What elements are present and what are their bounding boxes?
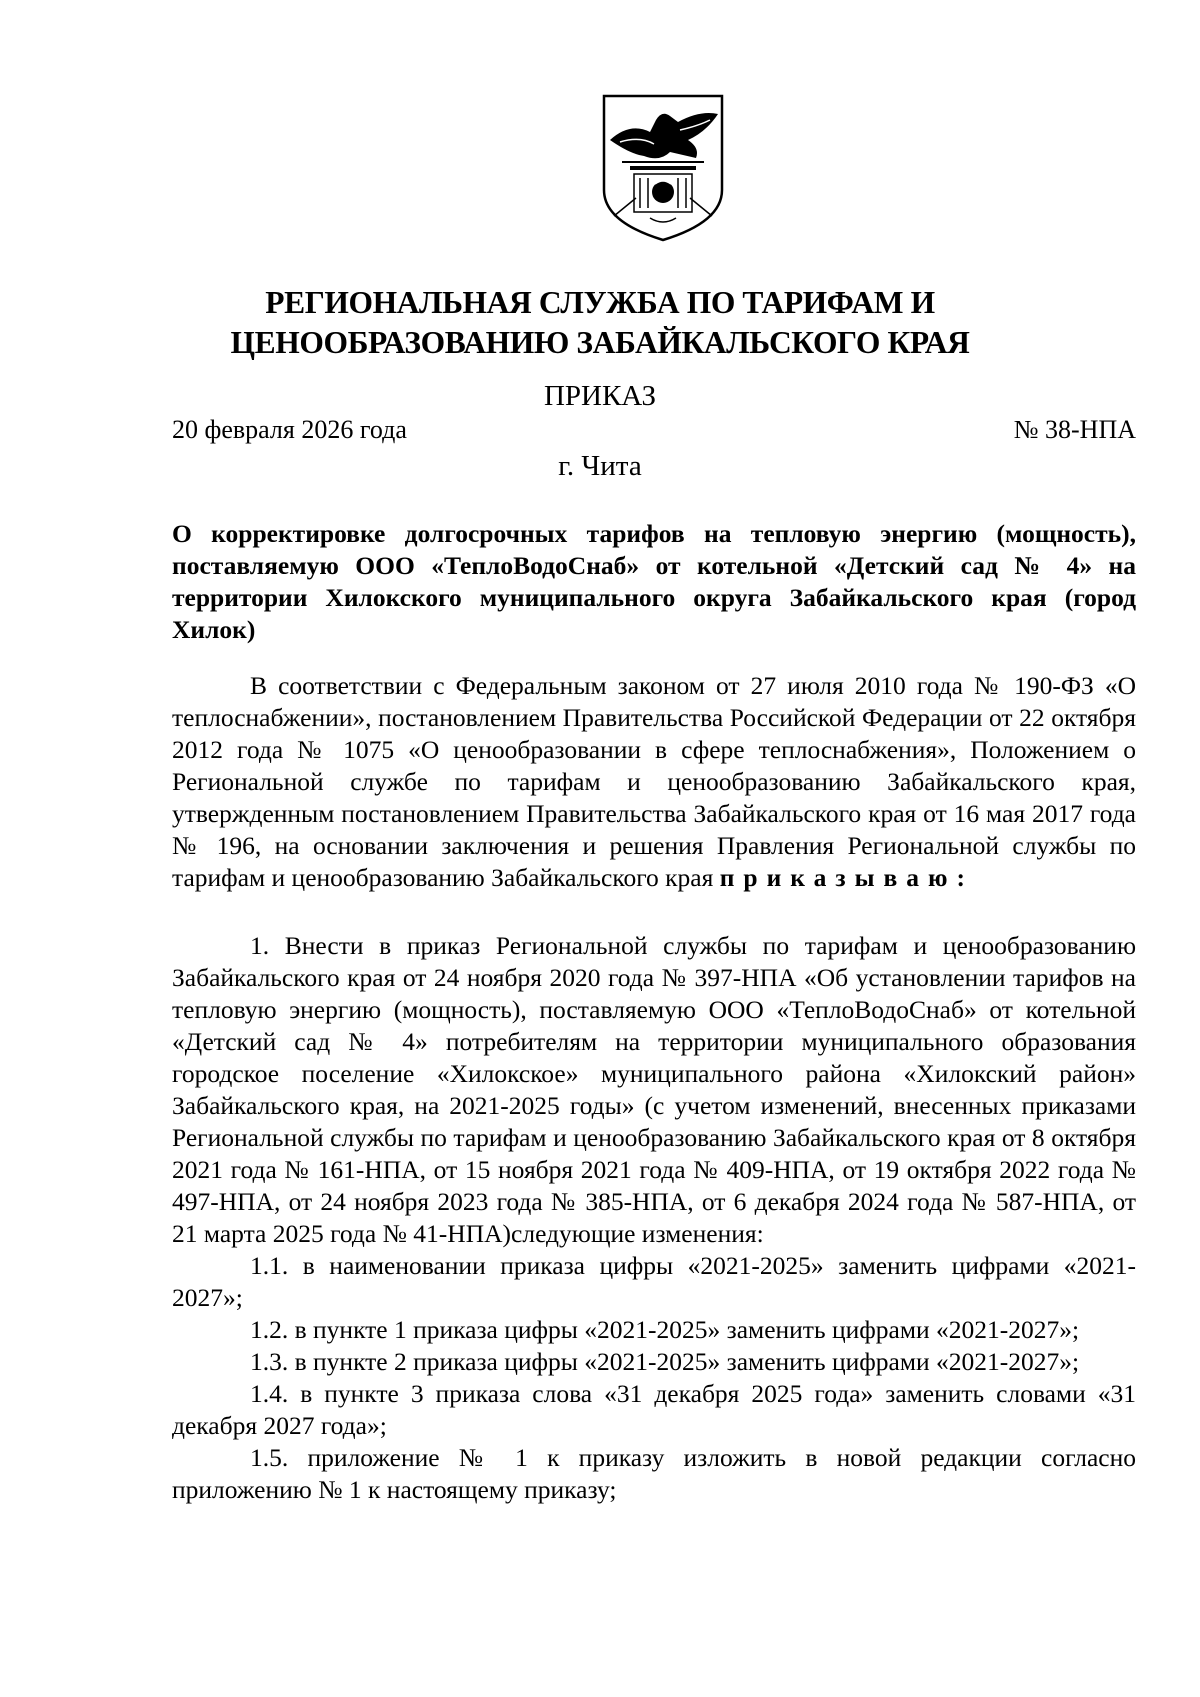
item-1-3: 1.3. в пункте 2 приказа цифры «2021-2025» заменить цифрами «2021-2027»; [250,1347,1080,1376]
order-city: г. Чита [558,450,642,482]
item-1-4: 1.4. в пункте 3 приказа слова «31 декабря 2025 года» заменить словами «31 декабря 2027 года»; [172,1379,1136,1440]
preamble-text: В соответствии с Федеральным законом от 27 июля 2010 года № 190-ФЗ «О теплоснабжении», постановлением Правительства Российской Федерации от 22 октября 2012 года № 1075 «О ценообразовании в сфере теплоснабжения», Положением о Региональной службе по тарифам и ценообразованию Забайкальского края, утвержденным постановлением Правительства Забайкальского края от 16 мая 2017 года № 196, на основании заключения и решения Правления Региональной службы по тарифам и ценообразованию Забайкальского края [172,671,1136,892]
preamble-paragraph [172,670,1136,894]
agency-name [170,283,1030,363]
agency-name-line-1: РЕГИОНАЛЬНАЯ СЛУЖБА ПО ТАРИФАМ И [265,285,935,320]
agency-name-line-2: ЦЕНООБРАЗОВАНИЮ ЗАБАЙКАЛЬСКОГО КРАЯ [230,325,970,360]
order-date: 20 февраля 2026 года [172,415,407,444]
paragraph-gap [172,894,1136,930]
order-subject: О корректировке долгосрочных тарифов на тепловую энергию (мощность), поставляемую ООО «ТеплоВодоСнаб» от котельной «Детский сад № 4» на территории Хилокского муниципального округа Забайкальского края (город Хилок) [172,519,1136,644]
order-number: № 38-НПА [1013,415,1136,444]
order-title: ПРИКАЗ [543,380,657,412]
order-keyword: приказываю: [719,863,974,892]
item-1: 1. Внести в приказ Региональной службы по тарифам и ценообразованию Забайкальского края от 24 ноября 2020 года № 397-НПА «Об установлении тарифов на тепловую энергию (мощность), поставляемую ООО «ТеплоВодоСнаб» от котельной «Детский сад № 4» потребителям на территории муниципального образования городское поселение «Хилокское» муниципального района «Хилокский район» Забайкальского края, на 2021-2025 годы» (с учетом изменений, внесенных приказами Региональной службы по тарифам и ценообразованию Забайкальского края от 8 октября 2021 года № 161-НПА, от 15 ноября 2021 года № 409-НПА, от 19 октября 2022 года № 497-НПА, от 24 ноября 2023 года № 385-НПА, от 6 декабря 2024 года № 587-НПА, от 21 марта 2025 года № 41-НПА)следующие изменения: [172,931,1136,1248]
coat-of-arms-icon [600,92,726,244]
item-1-1: 1.1. в наименовании приказа цифры «2021-2025» заменить цифрами «2021-2027»; [172,1251,1136,1312]
item-1-2: 1.2. в пункте 1 приказа цифры «2021-2025» заменить цифрами «2021-2027»; [250,1315,1080,1344]
order-body [172,670,1136,1506]
item-1-5: 1.5. приложение № 1 к приказу изложить в новой редакции согласно приложению № 1 к настоящему приказу; [172,1443,1136,1504]
